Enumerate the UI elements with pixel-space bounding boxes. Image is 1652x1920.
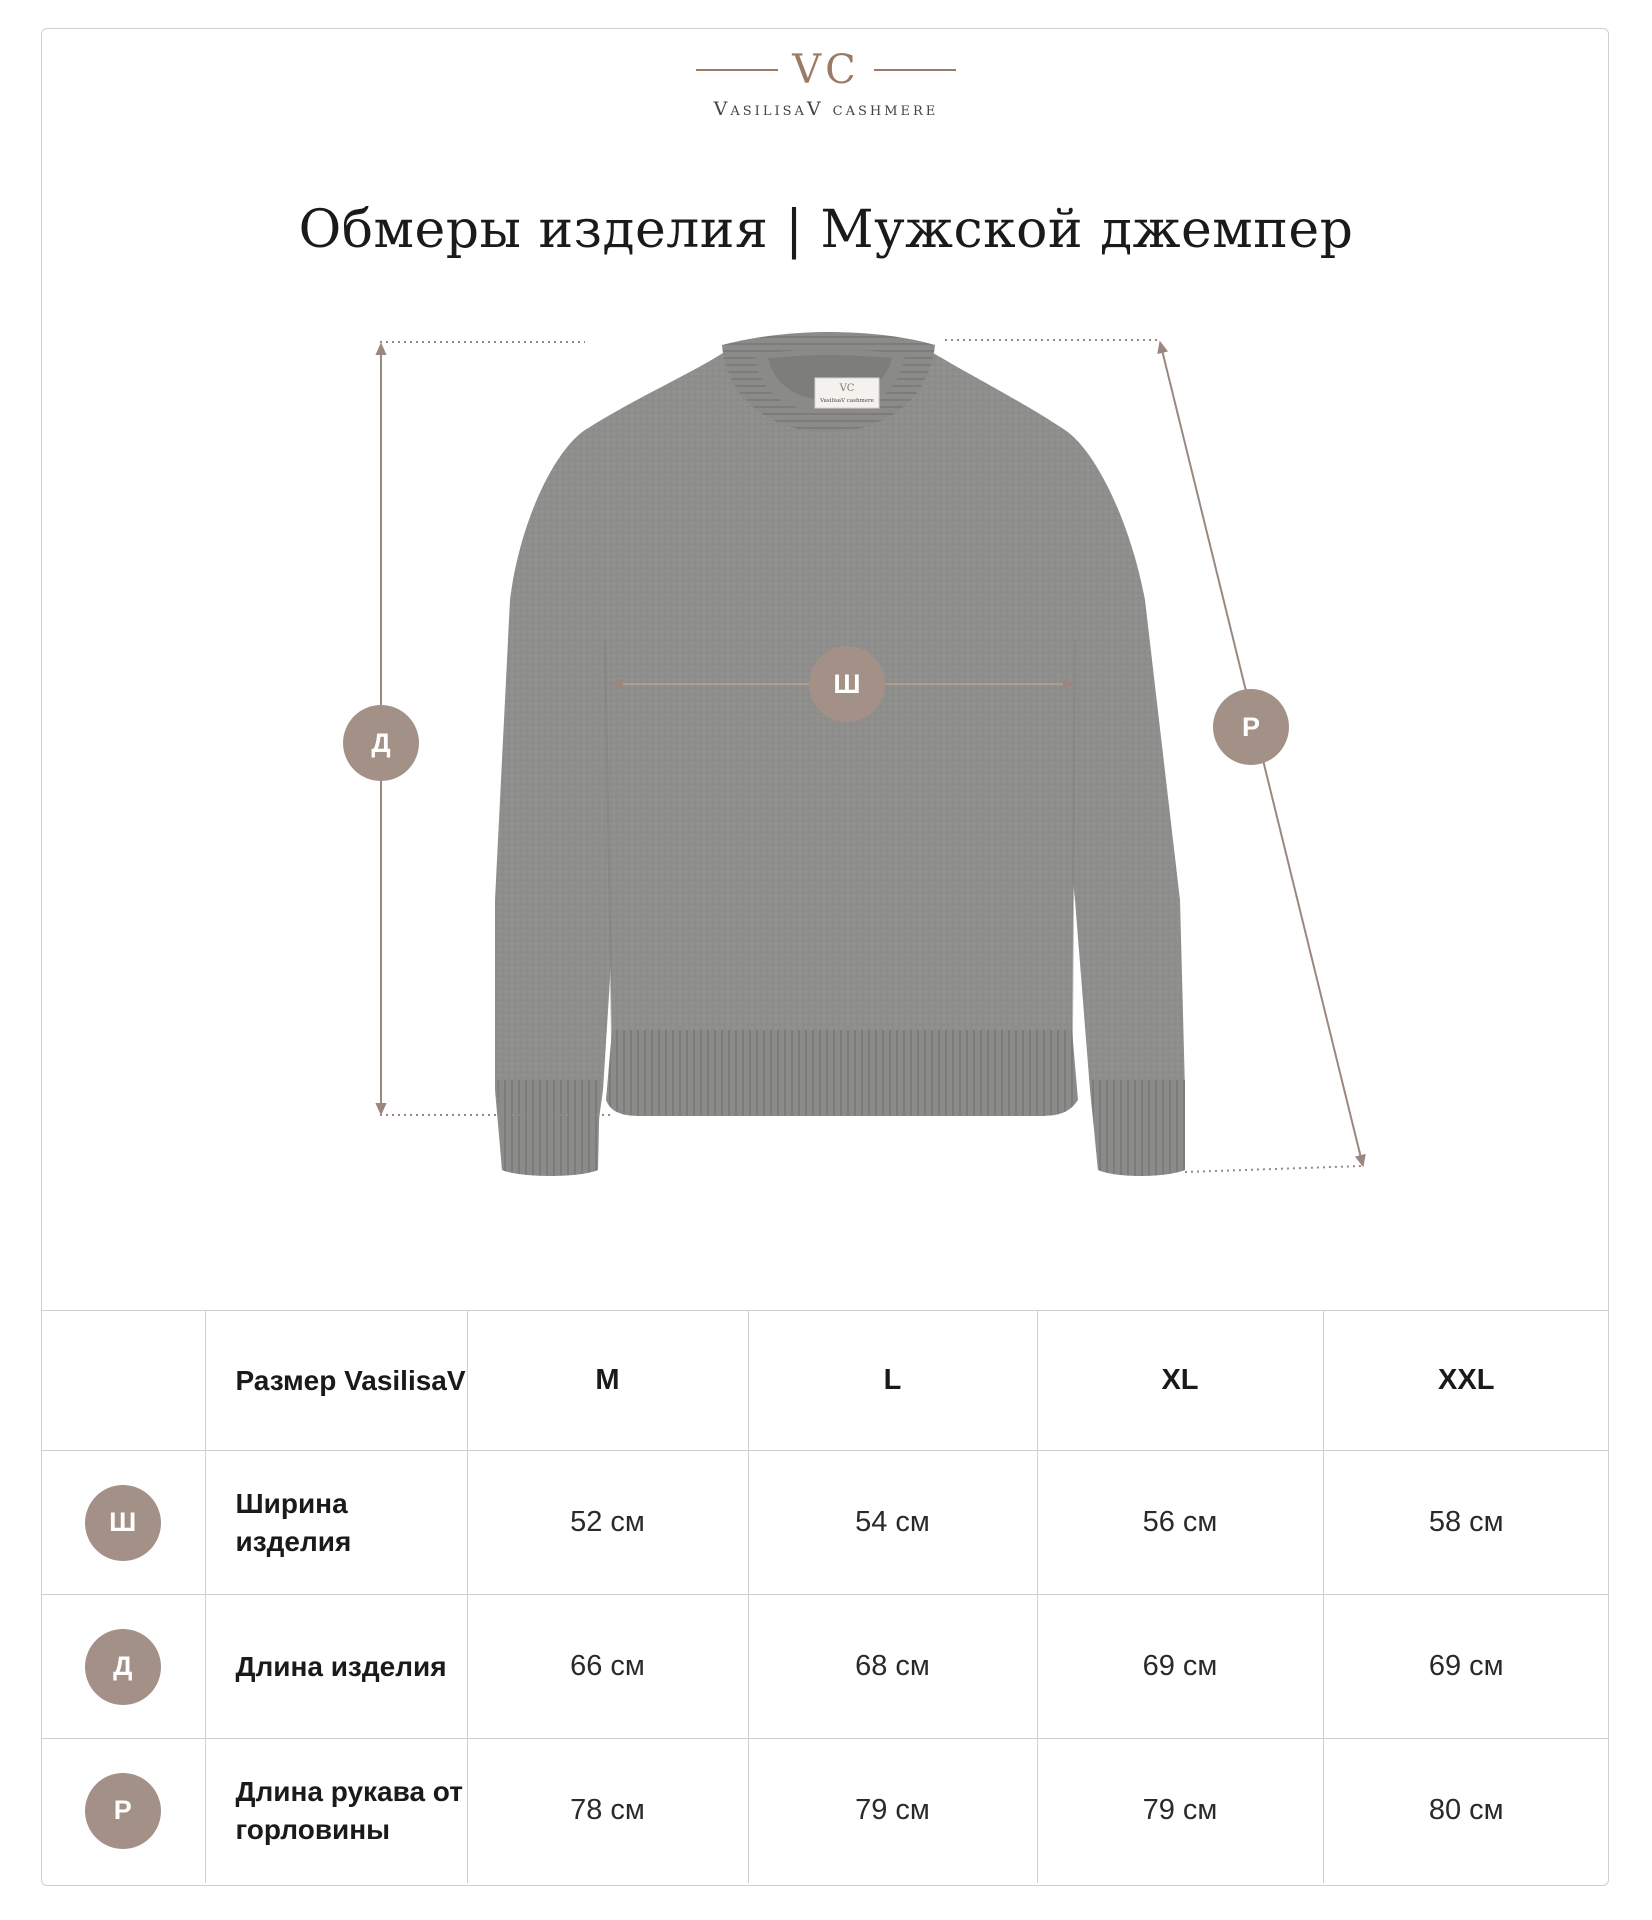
- table-cell: 79 см: [748, 1739, 1037, 1883]
- size-header-label: Размер VasilisaV: [205, 1311, 467, 1451]
- row-label: Длина рукава от горловины: [205, 1739, 467, 1883]
- sweater-shape: [495, 332, 1185, 1176]
- row-marker-cell: [41, 1739, 205, 1883]
- size-l: L: [748, 1311, 1037, 1451]
- table-row: [41, 1451, 1609, 1595]
- row-label: Длина изделия: [205, 1595, 467, 1739]
- marker-width: Ш: [809, 646, 885, 722]
- row-marker-cell: [41, 1595, 205, 1739]
- size-m: M: [467, 1311, 748, 1451]
- table-cell: 68 см: [748, 1595, 1037, 1739]
- brand-name: VasilisaV cashmere: [713, 98, 939, 120]
- marker-sleeve: Р: [1213, 689, 1289, 765]
- size-xxl: XXL: [1323, 1311, 1609, 1451]
- table-cell: 58 см: [1323, 1451, 1609, 1595]
- marker-length: Д: [343, 705, 419, 781]
- size-xl: XL: [1037, 1311, 1323, 1451]
- page-title: Обмеры изделия | Мужской джемпер: [298, 200, 1354, 260]
- table-cell: 69 см: [1323, 1595, 1609, 1739]
- table-cell: 56 см: [1037, 1451, 1323, 1595]
- table-cell: 79 см: [1037, 1739, 1323, 1883]
- marker-length-badge: Д: [85, 1629, 161, 1705]
- marker-width-badge: Ш: [85, 1485, 161, 1561]
- size-table: [41, 1310, 1609, 1883]
- table-corner: [41, 1311, 205, 1451]
- table-cell: 66 см: [467, 1595, 748, 1739]
- garment-label-text: VasilisaV cashmere: [820, 398, 874, 404]
- table-cell: 69 см: [1037, 1595, 1323, 1739]
- table-row: [41, 1739, 1609, 1883]
- garment-label-mark: VC: [839, 383, 855, 394]
- logo-mark: VC: [792, 47, 860, 93]
- marker-sleeve-badge: Р: [85, 1773, 161, 1849]
- table-header-row: [41, 1311, 1609, 1451]
- row-label: Ширина изделия: [205, 1451, 467, 1595]
- table-cell: 80 см: [1323, 1739, 1609, 1883]
- row-marker-cell: [41, 1451, 205, 1595]
- table-row: [41, 1595, 1609, 1739]
- table-cell: 52 см: [467, 1451, 748, 1595]
- table-cell: 54 см: [748, 1451, 1037, 1595]
- table-cell: 78 см: [467, 1739, 748, 1883]
